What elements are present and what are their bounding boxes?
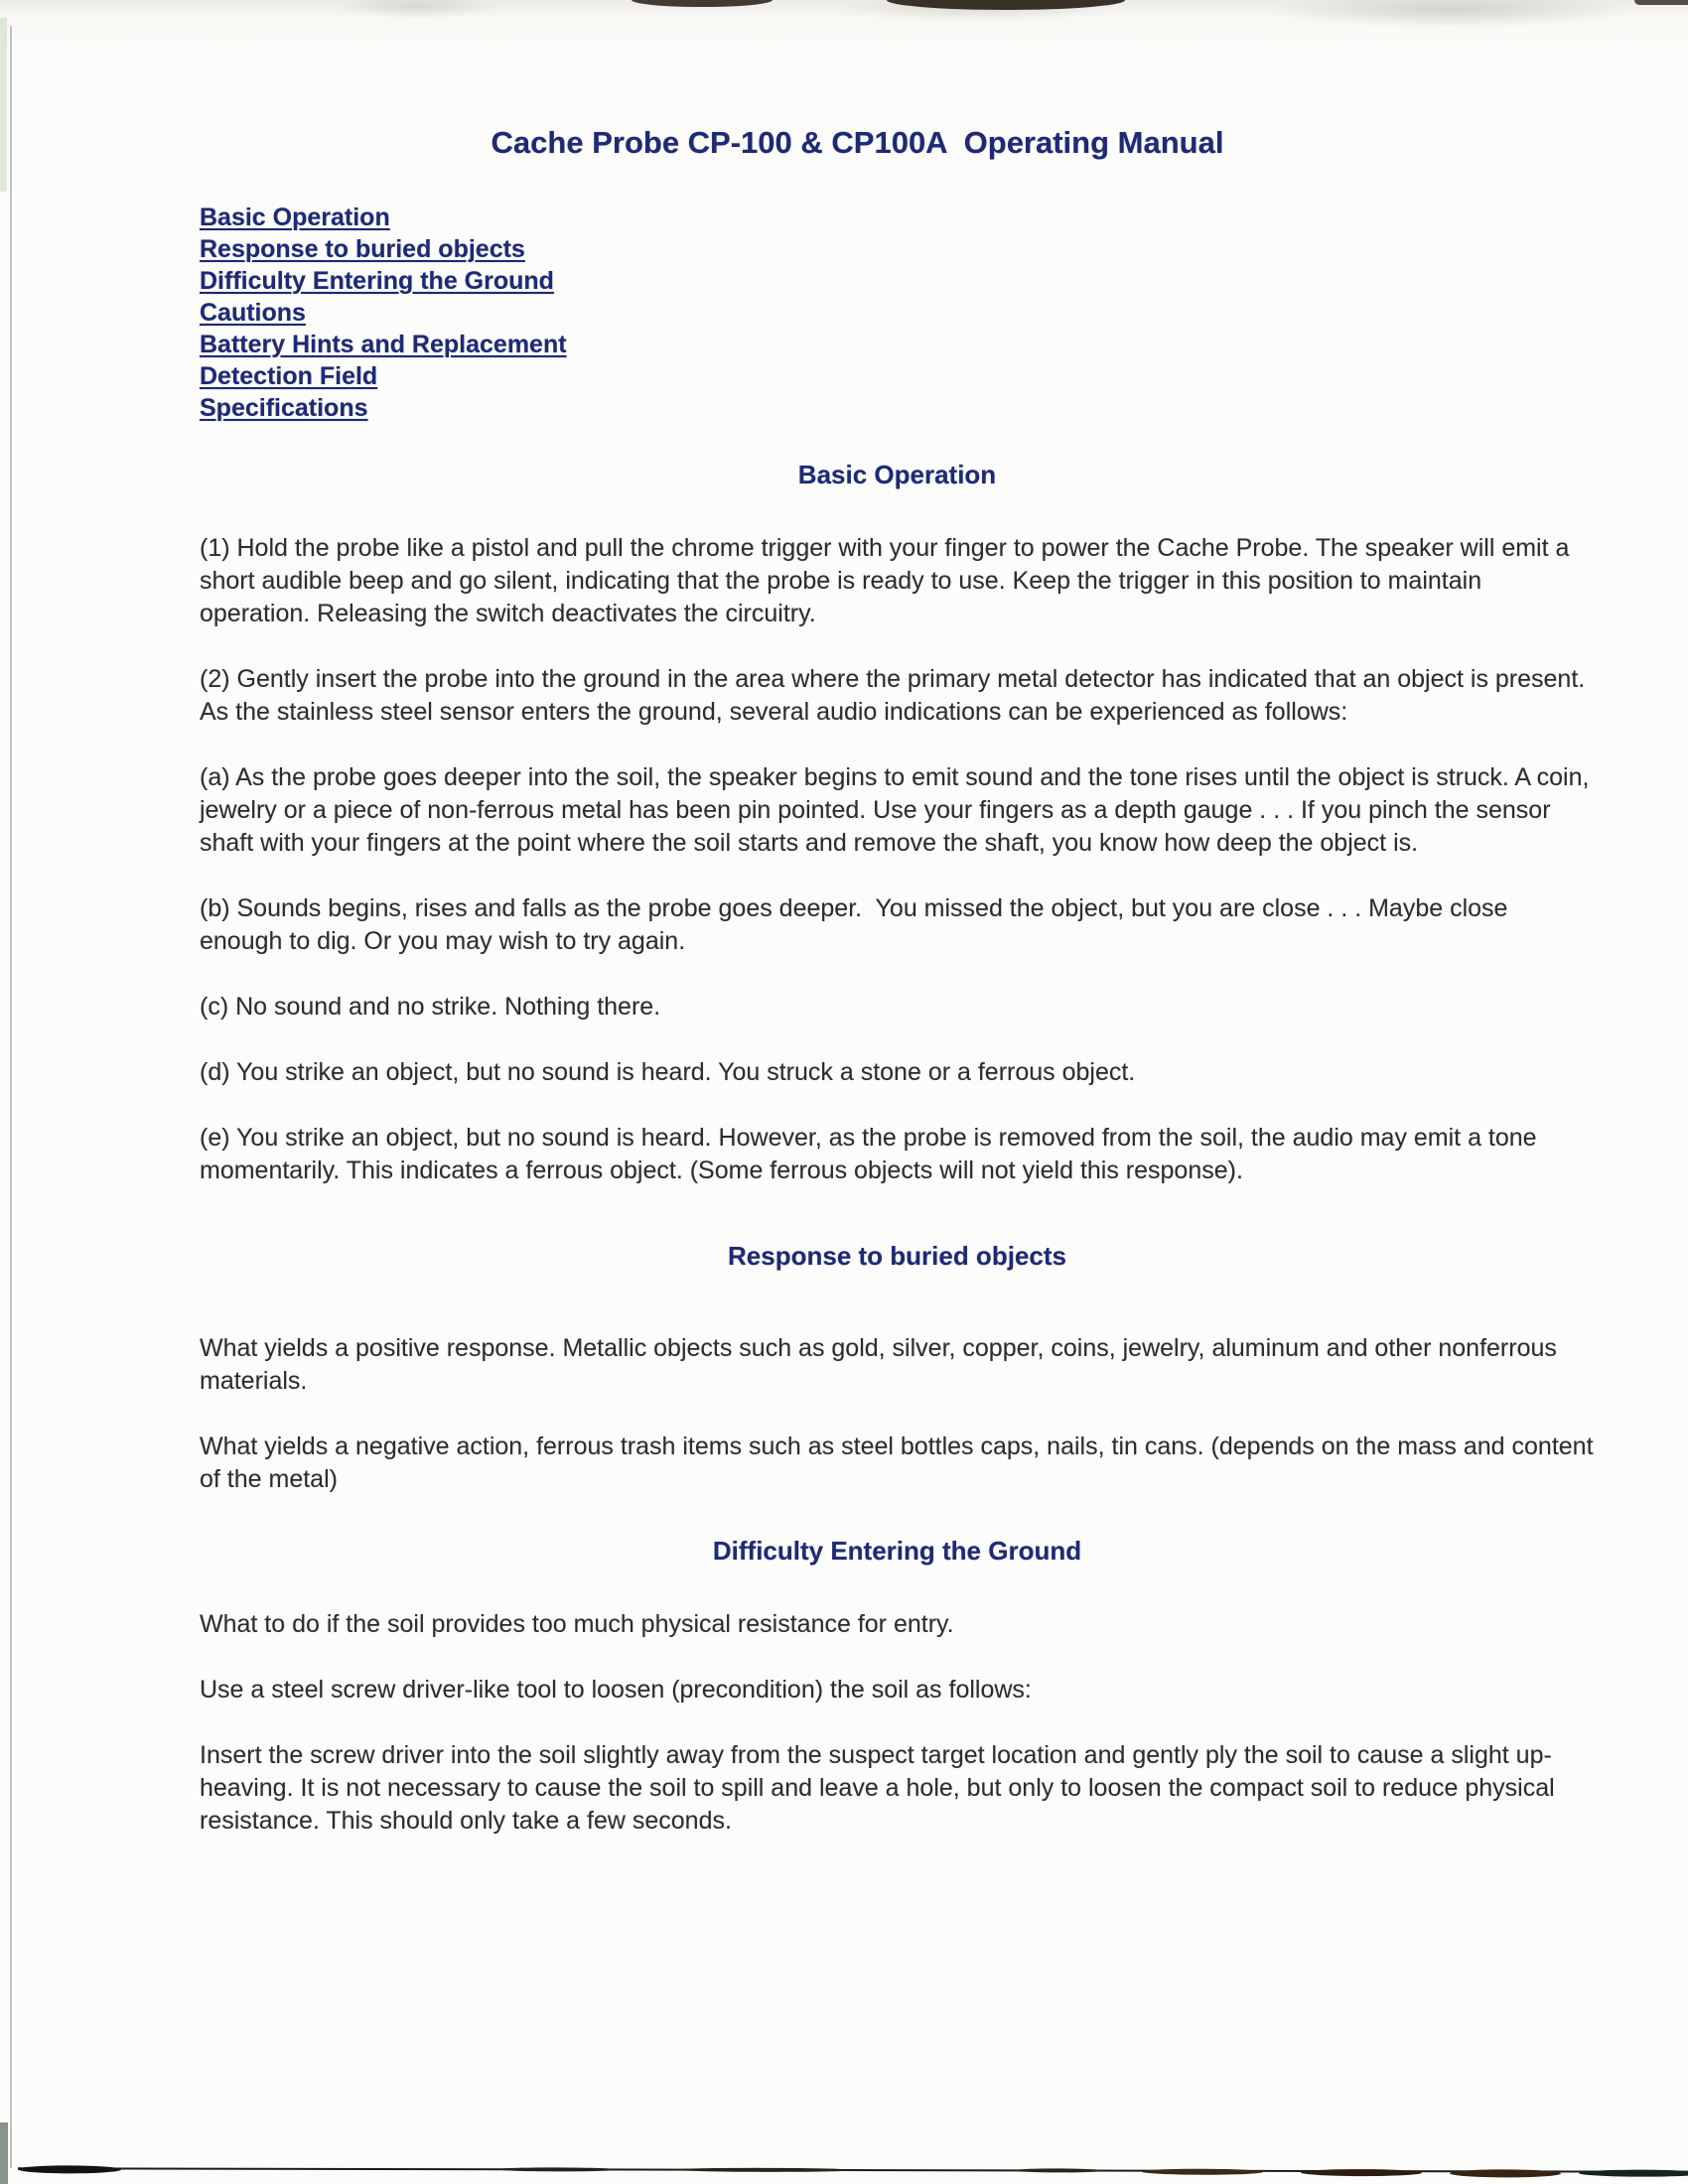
scan-artifact-blob (496, 2167, 618, 2171)
section-heading-response-buried-objects: Response to buried objects (728, 1241, 1066, 1271)
scan-artifact-blob (1301, 2169, 1422, 2176)
section-heading-difficulty-entering-ground: Difficulty Entering the Ground (712, 1536, 1082, 1566)
scan-artifact-left-edge-dark (0, 2122, 8, 2184)
para-basic-b: (b) Sounds begins, rises and falls as the probe goes deeper. You missed the object, but you are close . . . Maybe close enough to dig. Or you may wish to try again. (200, 894, 1515, 955)
table-of-contents (200, 202, 1595, 424)
toc-link-basic-operation[interactable]: Basic Operation (200, 204, 390, 231)
para-difficulty-insert: Insert the screw driver into the soil slightly away from the suspect target location and gently ply the soil to cause a slight up-heaving. It is not necessary to cause the soil to spill and leave a hole, but only to loosen the compact soil to reduce physical resistance. This should only take a few seconds. (200, 1741, 1562, 1835)
toc-link-battery-hints[interactable]: Battery Hints and Replacement (200, 331, 567, 358)
scan-artifact-blob (1142, 2169, 1263, 2175)
scan-texture-top (0, 0, 1688, 60)
para-difficulty-tool: Use a steel screw driver-like tool to loosen (precondition) the soil as follows: (200, 1676, 1032, 1704)
para-basic-c: (c) No sound and no strike. Nothing there. (200, 993, 661, 1021)
scan-artifact-bottom-line (18, 2165, 1688, 2181)
para-basic-e: (e) You strike an object, but no sound is heard. However, as the probe is removed from the soil, the audio may emit a tone momentarily. This indicates a ferrous object. (Some ferrous objects will not yield this response). (200, 1124, 1544, 1184)
document-content (200, 125, 1601, 1870)
section-response-buried-objects (200, 1241, 1601, 1496)
scan-artifact-blob (1450, 2169, 1561, 2177)
scan-artifact-blob (1013, 2168, 1104, 2172)
para-basic-1: (1) Hold the probe like a pistol and pull the chrome trigger with your finger to power the Cache Probe. The speaker will emit a short audible beep and go silent, indicating that the probe is ready to use. Keep the trigger in this position to maintain operation. Releasing the switch deactivates the circuitry. (200, 534, 1577, 627)
para-basic-d: (d) You strike an object, but no sound is heard. You struck a stone or a ferrous object. (200, 1058, 1136, 1086)
scan-artifact-left-edge-line (10, 26, 12, 2168)
scan-artifact-top-smudge-center (887, 0, 1125, 10)
para-response-negative: What yields a negative action, ferrous trash items such as steel bottles caps, nails, tin cans. (depends on the mass and content of the metal) (200, 1433, 1601, 1493)
scan-artifact-blob (1579, 2170, 1688, 2177)
scan-artifact-top-smudge-left (632, 0, 773, 7)
section-difficulty-entering-ground (200, 1536, 1595, 1838)
para-difficulty-intro: What to do if the soil provides too much physical resistance for entry. (200, 1610, 954, 1638)
toc-link-response-buried-objects[interactable]: Response to buried objects (200, 235, 525, 263)
section-heading-basic-operation: Basic Operation (797, 460, 997, 489)
para-basic-a: (a) As the probe goes deeper into the soil, the speaker begins to emit sound and the tone rises until the object is struck. A coin, jewelry or a piece of non-ferrous metal has been pin pointed. Use your fingers as a depth gauge . . . If you pinch the sensor shaft with your fingers at the point where the soil starts and remove the shaft, you know how deep the object is. (200, 763, 1597, 857)
scan-artifact-blob (675, 2168, 854, 2172)
para-basic-2: (2) Gently insert the probe into the ground in the area where the primary metal detector has indicated that an object is present. As the stainless steel sensor enters the ground, several audio indications can be experienced as follows: (200, 665, 1591, 726)
toc-link-difficulty-entering-ground[interactable]: Difficulty Entering the Ground (200, 267, 554, 295)
scan-artifact-top-smudge-corner (1634, 0, 1688, 5)
page-title: Cache Probe CP-100 & CP100A Operating Manual (491, 125, 1224, 160)
scan-artifact-left-edge-tint (0, 18, 7, 192)
para-response-positive: What yields a positive response. Metallic objects such as gold, silver, copper, coins, jewelry, aluminum and other nonferrous materials. (200, 1334, 1564, 1395)
section-basic-operation (200, 460, 1595, 1187)
toc-link-specifications[interactable]: Specifications (200, 394, 368, 422)
scan-artifact-blob (18, 2165, 121, 2173)
toc-link-cautions[interactable]: Cautions (200, 299, 306, 327)
toc-link-detection-field[interactable]: Detection Field (200, 362, 378, 390)
